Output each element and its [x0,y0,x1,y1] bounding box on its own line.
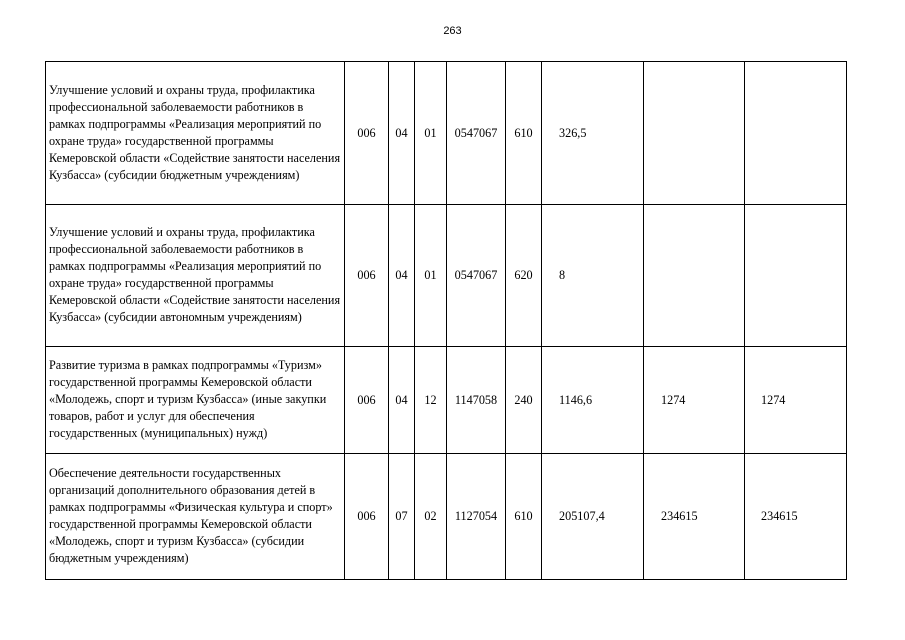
ministry-code: 006 [345,454,389,580]
amount-year-3 [745,62,847,205]
target-article-code: 1127054 [447,454,506,580]
expense-type-code: 610 [506,454,542,580]
subsection-code: 01 [415,62,447,205]
row-description: Обеспечение деятельности государственных организаций дополнительного образования детей в рамках подпрограммы «Физическая культура и спорт» государственной программы Кемеровской области «Молодежь, спорт и туризм Кузбасса» (субсидии бюджетным учреждениям) [46,454,345,580]
amount-year-1: 8 [542,205,644,347]
section-code: 07 [389,454,415,580]
subsection-code: 02 [415,454,447,580]
budget-table [45,61,847,580]
row-description: Улучшение условий и охраны труда, профилактика профессиональной заболеваемости работников в рамках подпрограммы «Реализация мероприятий по охране труда» государственной программы Кемеровской области «Содействие занятости населения Кузбасса» (субсидии бюджетным учреждениям) [46,62,345,205]
amount-year-1: 326,5 [542,62,644,205]
amount-year-2: 1274 [644,347,745,454]
table-row [46,454,847,580]
target-article-code: 0547067 [447,205,506,347]
amount-year-2 [644,205,745,347]
table-row [46,62,847,205]
row-description: Развитие туризма в рамках подпрограммы «Туризм» государственной программы Кемеровской области «Молодежь, спорт и туризм Кузбасса» (иные закупки товаров, работ и услуг для обеспечения государственных (муниципальных) нужд) [46,347,345,454]
amount-year-3 [745,205,847,347]
expense-type-code: 620 [506,205,542,347]
section-code: 04 [389,62,415,205]
amount-year-3: 1274 [745,347,847,454]
table-row [46,205,847,347]
amount-year-3: 234615 [745,454,847,580]
expense-type-code: 610 [506,62,542,205]
amount-year-1: 205107,4 [542,454,644,580]
subsection-code: 12 [415,347,447,454]
amount-year-2 [644,62,745,205]
amount-year-1: 1146,6 [542,347,644,454]
target-article-code: 0547067 [447,62,506,205]
page-number: 263 [443,25,462,37]
section-code: 04 [389,347,415,454]
expense-type-code: 240 [506,347,542,454]
table-row [46,347,847,454]
row-description: Улучшение условий и охраны труда, профилактика профессиональной заболеваемости работников в рамках подпрограммы «Реализация мероприятий по охране труда» государственной программы Кемеровской области «Содействие занятости населения Кузбасса» (субсидии автономным учреждениям) [46,205,345,347]
ministry-code: 006 [345,205,389,347]
subsection-code: 01 [415,205,447,347]
ministry-code: 006 [345,347,389,454]
amount-year-2: 234615 [644,454,745,580]
ministry-code: 006 [345,62,389,205]
section-code: 04 [389,205,415,347]
target-article-code: 1147058 [447,347,506,454]
